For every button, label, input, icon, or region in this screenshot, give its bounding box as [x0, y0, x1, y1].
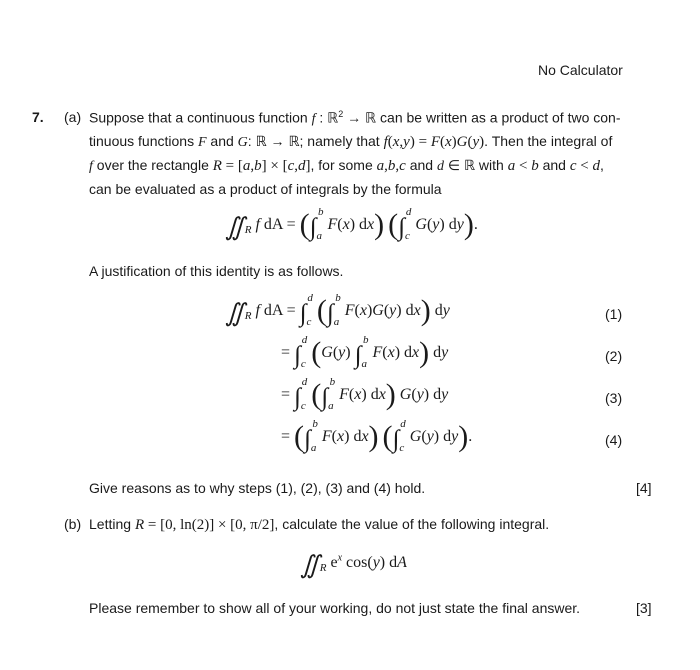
part-a-line-1: Suppose that a continuous function f : ℝ$^2$ → ℝ can be written as a product of two con-	[89, 109, 621, 127]
part-b-instruction: Please remember to show all of your working, do not just state the final answer.	[89, 600, 581, 616]
step-3-expression: = $\int_c^d$ ($\int_a^b$ F(x) dx) G(y) dy	[281, 376, 449, 412]
justification-intro: A justification of this identity is as follows.	[89, 263, 344, 279]
main-formula: $∬_R$ f dA = ($\int_a^b$ F(x) dx) ($\int_c^d$ G(y) dy).	[225, 206, 478, 242]
part-b-marks: [3]	[636, 600, 652, 616]
step-1-number: (1)	[605, 306, 623, 322]
part-b-text: Letting R = [0, ln(2)] × [0, π/2], calculate the value of the following integral.	[89, 516, 550, 533]
no-calculator-label: No Calculator	[538, 62, 623, 78]
part-b-integral: $∬_R$ $e^x$ cos(y) dA	[300, 552, 407, 579]
part-b-label: (b)	[64, 516, 82, 532]
part-a-line-4: can be evaluated as a product of integrals by the formula	[89, 181, 442, 197]
part-a-instruction: Give reasons as to why steps (1), (2), (3) and (4) hold.	[89, 480, 426, 496]
question-number: 7.	[32, 109, 44, 125]
step-4-number: (4)	[605, 432, 623, 448]
part-a-marks: [4]	[636, 480, 652, 496]
step-2-expression: = $\int_c^d$ (G(y) $\int_a^b$ F(x) dx) dy	[281, 334, 449, 370]
step-2-number: (2)	[605, 348, 623, 364]
step-1-expression: $∬_R$ f dA = $\int_c^d$ ($\int_a^b$ F(x)G(y) dx) dy	[225, 292, 450, 328]
step-3-number: (3)	[605, 390, 623, 406]
part-a-line-3: f over the rectangle R = [a,b] × [c,d], for some a,b,c and d ∈ ℝ with a < b and c < d,	[89, 157, 604, 174]
part-a-line-2: tinuous functions F and G: ℝ → ℝ; namely that f(x,y) = F(x)G(y). Then the integral of	[89, 133, 613, 150]
part-a-label: (a)	[64, 109, 82, 125]
step-4-expression: = ($\int_a^b$ F(x) dx) ($\int_c^d$ G(y) dy).	[281, 418, 473, 454]
